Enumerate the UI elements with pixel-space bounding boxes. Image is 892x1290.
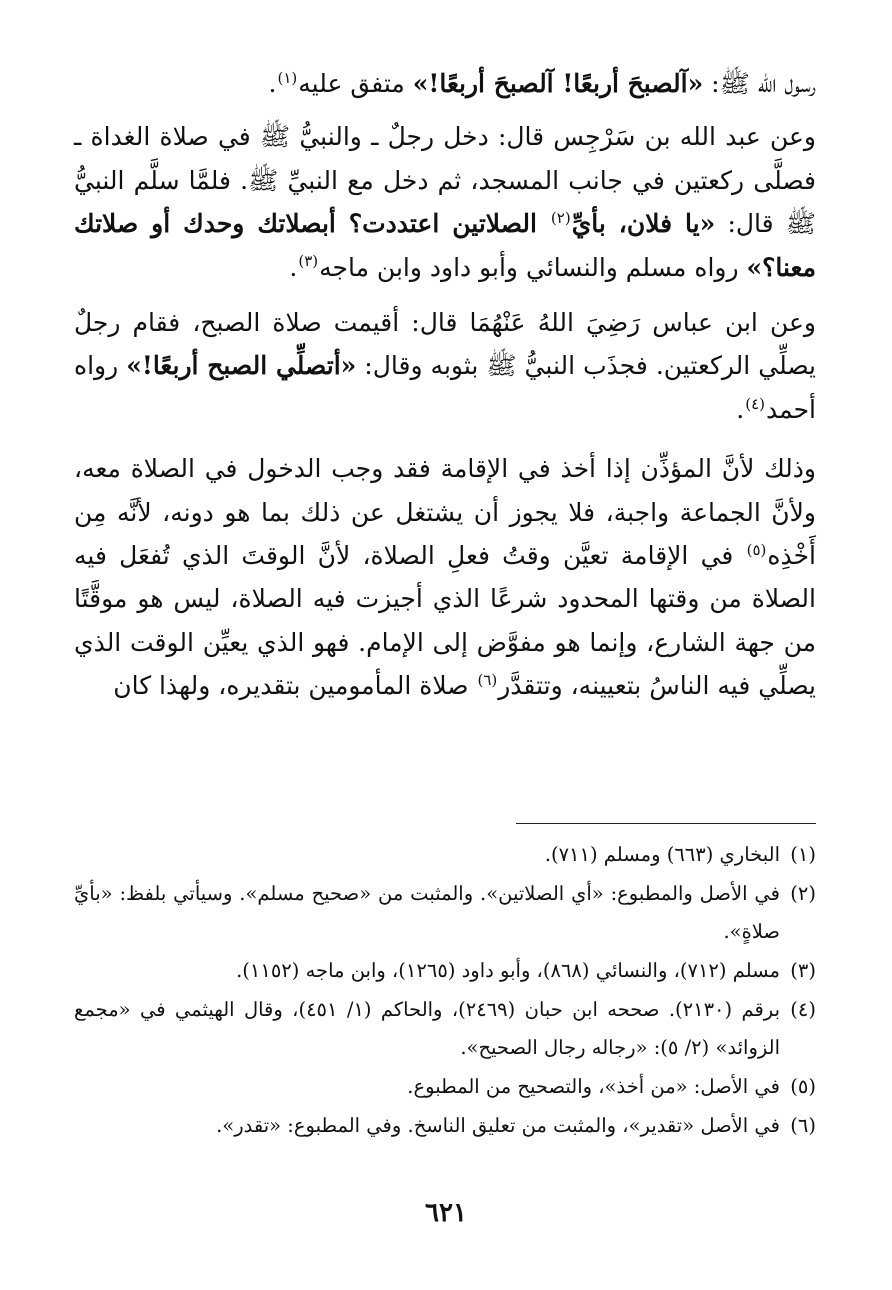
p3-hadith: «أتصلِّي الصبح أربعًا!» [126,351,357,381]
p2-text-1: وعن عبد الله بن سَرْجِس قال: دخل رجلٌ ـ والنبيُّ ﷺ في صلاة الغداة ـ فصلَّى ركعتين في جانب المسجد، ثم دخل مع النبيِّ ﷺ. فلمَّا سلَّم النبيُّ ﷺ قال: [74,122,817,239]
footnote-number: (٤) [790,998,816,1021]
footnote-3 [74,952,816,990]
p1-hadith: «آلصبحَ أربعًا! آلصبحَ أربعًا!» [412,69,704,98]
footnote-5 [74,1068,816,1106]
paragraph-4 [74,447,816,707]
paragraph-3 [74,301,816,431]
paragraph-2 [74,115,816,289]
paragraph-1 [74,62,816,105]
footnote-text: في الأصل «تقدير»، والمثبت من تعليق الناسخ. وفي المطبوع: «تقدر». [216,1114,780,1137]
p2-hadith-1: «يا فلان، بأيِّ [571,209,716,239]
p1-end: . [268,69,277,98]
footnote-6 [74,1107,816,1145]
p3-text-1: وعن ابن عباس رَضِيَ اللهُ عَنْهُمَا قال: أقيمت صلاة الصبح، فقام رجلٌ يصلِّي الركعتين. فجذَب النبيُّ ﷺ بثوبه وقال: [74,308,816,381]
footnote-number: (٦) [790,1114,816,1137]
p4-text-2: في الإقامة تعيَّن وقتُ فعلِ الصلاة، لأنَّ الوقتَ الذي تُفعَل فيه الصلاة من وقتها المحدود شرعًا الذي أجيزت فيه الصلاة، ليس هو موقَّتًا من جهة الشارع، وإنما هو مفوَّض إلى الإمام. فهو الذي يعيِّن الوقت الذي يصلِّي فيه الناسُ بتعيينه، وتتقدَّر [74,541,816,701]
page-number: ٦٢١ [425,1198,467,1228]
footnote-text: في الأصل: «من أخذ»، والتصحيح من المطبوع. [407,1075,780,1098]
footnotes [74,836,816,1146]
footnote-number: (٣) [790,959,816,982]
footnote-ref-2[interactable]: (٢) [550,208,571,227]
p3-text-2: رواه أحمد [74,351,816,424]
footnote-ref-4[interactable]: (٤) [745,394,766,413]
footnote-text: في الأصل والمطبوع: «أي الصلاتين». والمثبت من «صحيح مسلم». وسيأتي بلفظ: «بأيِّ صلاةٍ». [74,882,780,943]
p2-end: . [289,252,298,282]
p2-hadith-2: الصلاتين اعتددت؟ أبصلاتك وحدك أو صلاتك معنا؟» [74,209,816,282]
footnote-ref-5[interactable]: (٥) [746,540,767,559]
p3-end: . [736,394,745,424]
footnote-4 [74,991,816,1067]
footnote-separator [516,823,816,824]
footnote-number: (٥) [790,1075,816,1098]
footnote-number: (١) [790,843,816,866]
p4-text-3: صلاة المأمومين بتقديره، ولهذا كان [113,671,477,701]
footnote-text: برقم (٢١٣٠). صححه ابن حبان (٢٤٦٩)، والحاكم (١/ ٤٥١)، وقال الهيثمي في «مجمع الزوائد» (٢/ ٥): «رجاله رجال الصحيح». [74,998,780,1059]
footnote-number: (٢) [790,882,816,905]
footnote-text: البخاري (٦٦٣) ومسلم (٧١١). [544,843,780,866]
footnote-text: مسلم (٧١٢)، والنسائي (٨٦٨)، وأبو داود (١٢٦٥)، وابن ماجه (١١٥٢). [236,959,780,982]
footnote-ref-3[interactable]: (٣) [298,252,319,271]
main-text [74,62,816,708]
footnote-ref-1[interactable]: (١) [277,68,298,87]
footnote-ref-6[interactable]: (٦) [477,670,498,689]
p2-text-2: رواه مسلم والنسائي وأبو داود وابن ماجه [319,252,747,282]
footnote-1 [74,836,816,874]
p4-text-1: وذلك لأنَّ المؤذِّن إذا أخذ في الإقامة فقد وجب الدخول في الصلاة معه، ولأنَّ الجماعة واجبة، فلا يجوز أن يشتغل عن ذلك بما هو دونه، لأنَّه مِن أَخْذِه [74,454,816,571]
p1-source: متفق عليه [298,69,413,98]
p1-text: رسول الله ﷺ: [703,69,816,98]
footnote-2 [74,875,816,951]
